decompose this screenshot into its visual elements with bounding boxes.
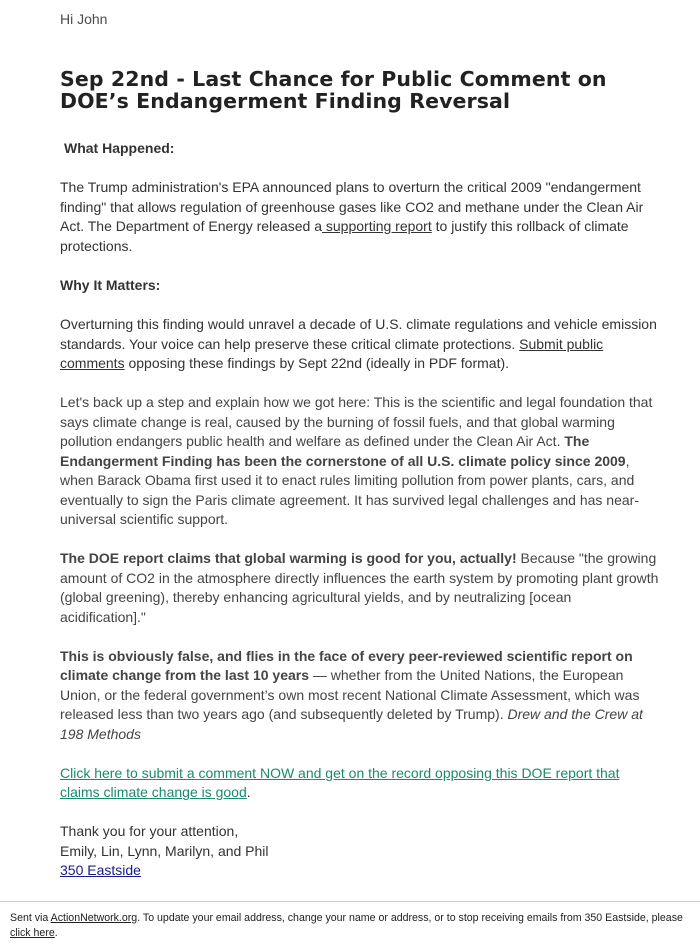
submit-public-comments-link[interactable]: Submit public comments: [60, 335, 604, 371]
rebuttal-bold: This is obviously false, and flies in the face of every peer-reviewed scientific report on climate change from the last 10 years: [60, 647, 633, 683]
email-body: [60, 10, 660, 881]
why-it-matters-text: Overturning this finding would unravel a decade of U.S. climate regulations and vehicle emission standards. Your voice can help preserve these critical climate protections.: [60, 316, 657, 352]
what-happened-heading: What Happened:: [64, 139, 175, 156]
background-paragraph: [60, 393, 660, 530]
rebuttal-text: — whether from the United Nations, the European Union, or the federal government’s own most recent National Climate Assessment, which was released less than two years ago (and subsequently deleted by Trump).: [60, 667, 640, 722]
background-text: Let's back up a step and explain how we got here: This is the scientific and legal foundation that says climate change is real, caused by the burning of fossil fuels, and that global warming pollution endangers public health and welfare as defined under the Clean Air Act.: [60, 394, 653, 449]
signoff-thanks: Thank you for your attention,: [60, 823, 239, 839]
background-bold: The Endangerment Finding has been the cornerstone of all U.S. climate policy since 2009: [60, 433, 626, 469]
cta-paragraph: [60, 764, 660, 803]
actionnetwork-link[interactable]: ActionNetwork.org: [50, 912, 138, 924]
unsubscribe-click-here-link[interactable]: click here: [10, 927, 55, 939]
rebuttal-credit: Drew and the Crew at 198 Methods: [60, 706, 643, 742]
cta-period: .: [246, 784, 251, 800]
doe-claim-paragraph: [60, 549, 660, 627]
why-it-matters-heading: Why It Matters:: [60, 276, 161, 293]
submit-comment-cta-link[interactable]: Click here to submit a comment NOW and get on the record opposing this DOE report that claims climate change is good: [60, 764, 620, 800]
why-it-matters-text-end: opposing these findings by Sept 22nd (ideally in PDF format).: [124, 355, 510, 371]
footer-prefix: Sent via: [10, 912, 51, 924]
doe-claim-text: Because "the growing amount of CO2 in the atmosphere directly influences the earth system by promoting plant growth (global greening), thereby enhancing agricultural yields, and by neutralizing [ocean acidification].": [60, 550, 659, 625]
background-text-end: , when Barack Obama first used it to enact rules limiting pollution from power plants, cars, and eventually to sign the Paris climate agreement. It has survived legal challenges and has near-universal scientific support.: [60, 452, 639, 527]
rebuttal-paragraph: [60, 647, 660, 745]
headline-line-2: DOE’s Endangerment Finding Reversal: [60, 88, 511, 113]
greeting: Hi John: [60, 11, 108, 27]
what-happened-paragraph: [60, 178, 660, 256]
supporting-report-link[interactable]: supporting report: [322, 218, 432, 234]
why-it-matters-paragraph: [60, 315, 660, 374]
footer-middle: . To update your email address, change your name or address, or to stop receiving emails from 350 Eastside, please: [137, 912, 683, 924]
footer-suffix: .: [54, 927, 58, 939]
what-happened-text-end: to justify this rollback of climate protections.: [60, 218, 629, 254]
signoff: [60, 822, 660, 881]
email-footer: [0, 901, 700, 951]
what-happened-text: The Trump administration's EPA announced plans to overturn the critical 2009 "endangerment finding" that allows regulation of greenhouse gases like CO2 and methane under the Clean Air Act. The Department of Energy released a: [60, 179, 644, 234]
org-350-eastside-link[interactable]: 350 Eastside: [60, 862, 141, 878]
email-headline: [60, 68, 660, 112]
headline-line-1: Sep 22nd - Last Chance for Public Comment on: [60, 66, 607, 91]
doe-claim-bold: The DOE report claims that global warming is good for you, actually!: [60, 550, 517, 566]
signoff-names: Emily, Lin, Lynn, Marilyn, and Phil: [60, 842, 269, 859]
